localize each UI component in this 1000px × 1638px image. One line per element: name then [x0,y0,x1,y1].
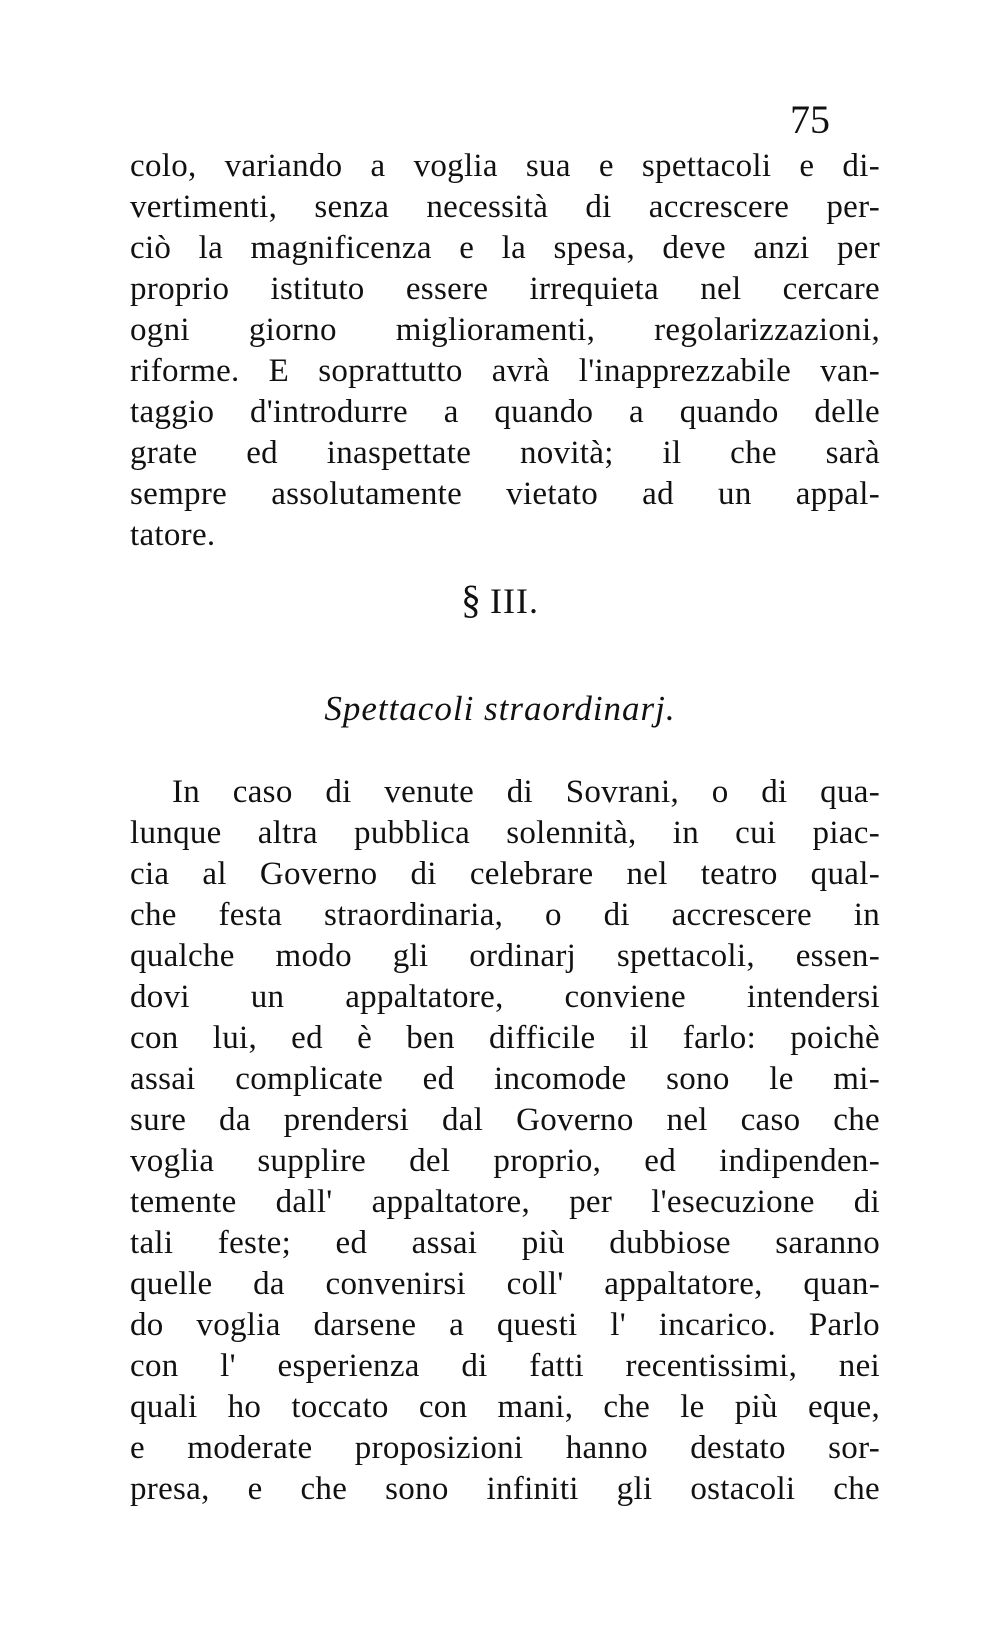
text-line: e moderate proposizioni hanno destato sor- [130,1430,880,1466]
text-line: In caso di venute di Sovrani, o di qua- [172,774,880,810]
text-line: taggio d'introdurre a quando a quando delle [130,394,880,430]
text-line: quelle da convenirsi coll' appaltatore, quan- [130,1266,880,1302]
text-line: cia al Governo di celebrare nel teatro qual- [130,856,880,892]
text-line: colo, variando a voglia sua e spettacoli e di- [130,148,880,184]
text-line: do voglia darsene a questi l' incarico. Parlo [130,1307,880,1343]
paragraph-body [130,772,880,1510]
text-line: temente dall' appaltatore, per l'esecuzione di [130,1184,880,1220]
page-number: 75 [790,97,830,142]
text-line: grate ed inaspettate novità; il che sarà [130,435,880,471]
text-line: voglia supplire del proprio, ed indipenden- [130,1143,880,1179]
text-line: dovi un appaltatore, conviene intendersi [130,979,880,1015]
text-line: con lui, ed è ben difficile il farlo: poichè [130,1020,880,1056]
text-line: vertimenti, senza necessità di accrescere per- [130,189,880,225]
text-line: quali ho toccato con mani, che le più eque, [130,1389,880,1425]
text-line: qualche modo gli ordinarj spettacoli, essen- [130,938,880,974]
section-symbol: § [461,577,483,622]
text-line: assai complicate ed incomode sono le mi- [130,1061,880,1097]
text-line: con l' esperienza di fatti recentissimi, nei [130,1348,880,1384]
text-line: presa, e che sono infiniti gli ostacoli che [130,1471,880,1507]
section-subtitle: Spettacoli straordinarj. [324,689,676,728]
section-number: III. [490,581,539,621]
text-line: tatore. [130,517,216,553]
paragraph-continuation [130,146,880,556]
text-line: ciò la magnificenza e la spesa, deve anzi per [130,230,880,266]
text-line: tali feste; ed assai più dubbiose saranno [130,1225,880,1261]
text-line: ogni giorno miglioramenti, regolarizzazioni, [130,312,880,348]
text-line: proprio istituto essere irrequieta nel cercare [130,271,880,307]
text-line: riforme. E soprattutto avrà l'inapprezzabile van- [130,353,880,389]
text-line: lunque altra pubblica solennità, in cui piac- [130,815,880,851]
text-line: che festa straordinaria, o di accrescere in [130,897,880,933]
section-heading [0,577,1000,622]
text-line: sempre assolutamente vietato ad un appal- [130,476,880,512]
text-line: sure da prendersi dal Governo nel caso che [130,1102,880,1138]
